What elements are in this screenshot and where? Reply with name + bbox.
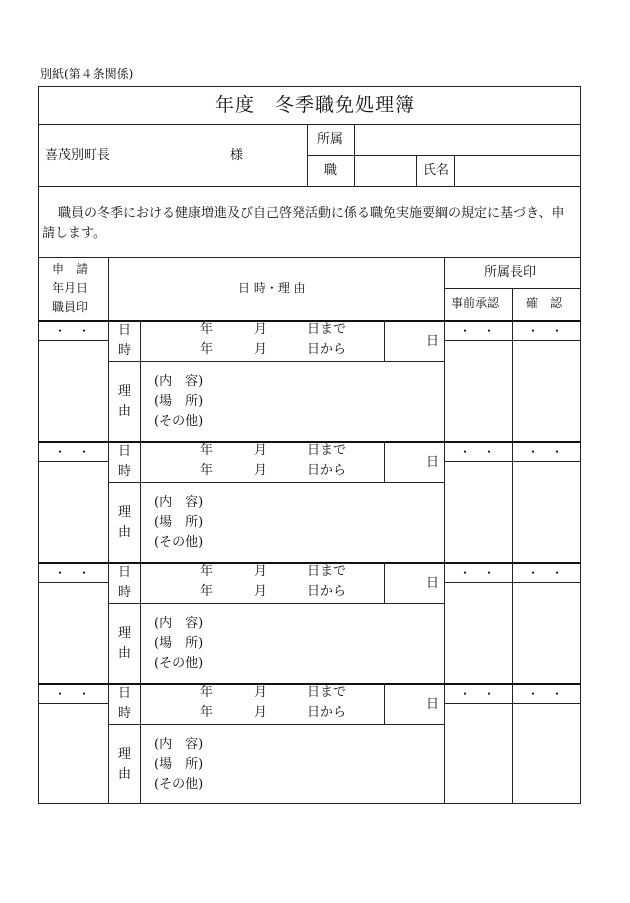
from-day: 日から <box>307 705 347 720</box>
from-day: 日から <box>307 342 347 357</box>
header-confirm: 確 認 <box>526 296 563 310</box>
reason-content-label: (内 容) <box>154 737 204 752</box>
from-month: 月 <box>254 584 268 599</box>
until-month: 月 <box>254 322 268 337</box>
until-month: 月 <box>254 564 268 579</box>
reason-content-label: (内 容) <box>154 495 204 510</box>
nichi-label: 日 <box>118 444 132 459</box>
confirm-date-mark: ・ ・ <box>527 324 564 338</box>
header-apply-line-3: 職員印 <box>52 300 89 314</box>
ji-label: 時 <box>118 585 132 600</box>
nichi-label: 日 <box>118 686 132 701</box>
riyu-label-1: 理 <box>118 626 132 641</box>
approve-date-mark: ・ ・ <box>459 324 496 338</box>
until-year: 年 <box>200 685 214 700</box>
days-label: 日 <box>426 334 440 349</box>
header-apply-line-1: 申 請 <box>52 262 89 276</box>
reason-place-label: (場 所) <box>154 394 204 409</box>
frame-bottom <box>38 803 581 804</box>
until-year: 年 <box>200 443 214 458</box>
reason-other-label: (その他) <box>154 777 204 792</box>
days-label: 日 <box>426 697 440 712</box>
riyu-label-2: 由 <box>118 767 132 782</box>
riyu-label-1: 理 <box>118 505 132 520</box>
days-label: 日 <box>426 455 440 470</box>
confirm-date-mark: ・ ・ <box>527 566 564 580</box>
reason-content-label: (内 容) <box>154 374 204 389</box>
ji-label: 時 <box>118 706 132 721</box>
riyu-label-1: 理 <box>118 384 132 399</box>
reason-place-label: (場 所) <box>154 757 204 772</box>
riyu-label-2: 由 <box>118 525 132 540</box>
apply-date-mark: ・ ・ <box>54 445 91 459</box>
header-prior-approval: 事前承認 <box>451 296 500 310</box>
full-name-label: 氏名 <box>423 163 450 178</box>
approve-date-mark: ・ ・ <box>459 445 496 459</box>
position-label: 職 <box>324 163 338 178</box>
from-month: 月 <box>254 463 268 478</box>
frame-top <box>38 86 581 87</box>
ji-label: 時 <box>118 343 132 358</box>
appendix-label: 別紙(第４条関係) <box>40 67 134 81</box>
reason-other-label: (その他) <box>154 535 204 550</box>
from-year: 年 <box>200 584 214 599</box>
header-apply-line-2: 年月日 <box>52 281 89 295</box>
reason-place-label: (場 所) <box>154 636 204 651</box>
riyu-label-2: 由 <box>118 404 132 419</box>
form-title: 年度 冬季職免処理簿 <box>214 94 415 116</box>
until-day: 日まで <box>307 443 347 458</box>
apply-date-mark: ・ ・ <box>54 566 91 580</box>
until-month: 月 <box>254 443 268 458</box>
reason-other-label: (その他) <box>154 656 204 671</box>
nichi-label: 日 <box>118 323 132 338</box>
affiliation-label: 所属 <box>317 132 344 147</box>
until-month: 月 <box>254 685 268 700</box>
from-month: 月 <box>254 705 268 720</box>
from-day: 日から <box>307 584 347 599</box>
approve-date-mark: ・ ・ <box>459 566 496 580</box>
header-chief-seal: 所属長印 <box>484 265 537 280</box>
confirm-date-mark: ・ ・ <box>527 687 564 701</box>
until-year: 年 <box>200 322 214 337</box>
reason-place-label: (場 所) <box>154 515 204 530</box>
apply-date-mark: ・ ・ <box>54 687 91 701</box>
addressee-name: 喜茂別町長 <box>45 148 111 163</box>
frame-left <box>38 86 39 804</box>
riyu-label-1: 理 <box>118 747 132 762</box>
statement-line-1: 職員の冬季における健康増進及び自己啓発活動に係る職免実施要綱の規定に基づき、申 <box>58 206 565 221</box>
until-day: 日まで <box>307 685 347 700</box>
from-year: 年 <box>200 705 214 720</box>
confirm-date-mark: ・ ・ <box>527 445 564 459</box>
approve-date-mark: ・ ・ <box>459 687 496 701</box>
from-day: 日から <box>307 463 347 478</box>
nichi-label: 日 <box>118 565 132 580</box>
riyu-label-2: 由 <box>118 646 132 661</box>
header-datetime-reason: 日 時・理 由 <box>238 281 306 295</box>
from-year: 年 <box>200 463 214 478</box>
frame-right <box>580 86 581 804</box>
until-year: 年 <box>200 564 214 579</box>
until-day: 日まで <box>307 322 347 337</box>
ji-label: 時 <box>118 464 132 479</box>
reason-content-label: (内 容) <box>154 616 204 631</box>
addressee-honorific: 様 <box>230 148 244 163</box>
apply-date-mark: ・ ・ <box>54 324 91 338</box>
from-month: 月 <box>254 342 268 357</box>
reason-other-label: (その他) <box>154 414 204 429</box>
statement-line-2: 請します。 <box>42 226 106 241</box>
until-day: 日まで <box>307 564 347 579</box>
days-label: 日 <box>426 576 440 591</box>
from-year: 年 <box>200 342 214 357</box>
